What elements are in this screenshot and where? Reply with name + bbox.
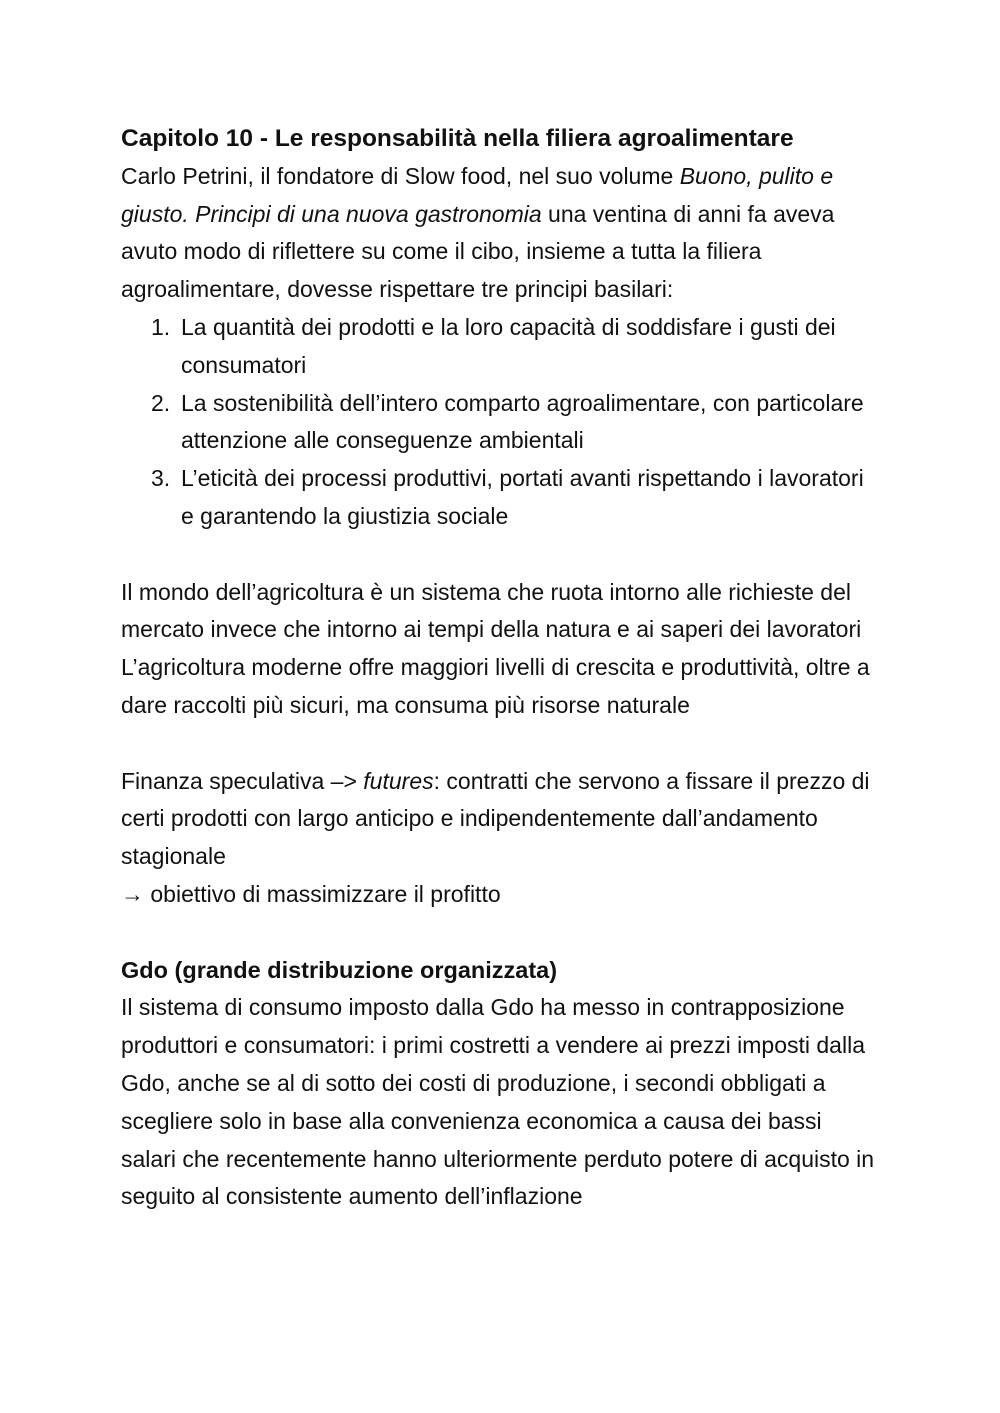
list-item	[121, 385, 881, 461]
paragraph-spacer	[121, 536, 881, 574]
gdo-title: Gdo (grande distribuzione organizzata)	[121, 956, 558, 983]
finance-definition: : contratti che servono a fissare il prezzo di certi prodotti con largo anticipo e indipendentemente dall’andamento stagionale	[121, 767, 870, 870]
intro-paragraph	[121, 158, 881, 309]
intro-text-before: Carlo Petrini, il fondatore di Slow food, nel suo volume	[121, 162, 680, 189]
principles-list	[121, 309, 881, 536]
finance-prefix: Finanza speculativa –>	[121, 767, 364, 794]
list-item	[121, 460, 881, 536]
intro-text-after: una ventina di anni fa aveva avuto modo di riflettere su come il cibo, insieme a tutta la filiera agroalimentare, dovesse rispettare tre principi basilari:	[121, 200, 835, 303]
document-page	[121, 120, 881, 1216]
list-item-number: 1.	[151, 313, 171, 340]
finance-paragraph	[121, 763, 881, 876]
paragraph-spacer	[121, 725, 881, 763]
list-item-number: 3.	[151, 465, 171, 492]
list-item	[121, 309, 881, 385]
futures-term: futures	[363, 767, 434, 794]
list-item-number: 2.	[151, 389, 171, 416]
list-item-text: La sostenibilità dell’intero comparto agroalimentare, con particolare attenzione alle conseguenze ambientali	[181, 389, 864, 454]
chapter-title: Capitolo 10 - Le responsabilità nella filiera agroalimentare	[121, 125, 794, 152]
agriculture-paragraph-2: L’agricoltura moderne offre maggiori livelli di crescita e produttività, oltre a dare raccolti più sicuri, ma consuma più risorse naturale	[121, 654, 870, 718]
agriculture-paragraph-1: Il mondo dell’agricoltura è un sistema che ruota intorno alle richieste del mercato invece che intorno ai tempi della natura e ai saperi dei lavoratori	[121, 578, 862, 643]
book-title: Buono, pulito e giusto. Principi di una nuova gastronomia	[121, 162, 834, 227]
list-item-text: L’eticità dei processi produttivi, portati avanti rispettando i lavoratori e garantendo la giustizia sociale	[181, 465, 864, 529]
finance-goal: → obiettivo di massimizzare il profitto	[121, 880, 501, 907]
paragraph-spacer	[121, 914, 881, 952]
list-item-text: La quantità dei prodotti e la loro capacità di soddisfare i gusti dei consumatori	[181, 313, 836, 378]
gdo-paragraph: Il sistema di consumo imposto dalla Gdo ha messo in contrapposizione produttori e consumatori: i primi costretti a vendere ai prezzi imposti dalla Gdo, anche se al di sotto dei costi di produzione, i secondi obbligati a scegliere solo in base alla convenienza economica a causa dei bassi salari che recentemente hanno ulteriormente perduto potere di acquisto in seguito al consistente aumento dell’inflazione	[121, 994, 875, 1210]
